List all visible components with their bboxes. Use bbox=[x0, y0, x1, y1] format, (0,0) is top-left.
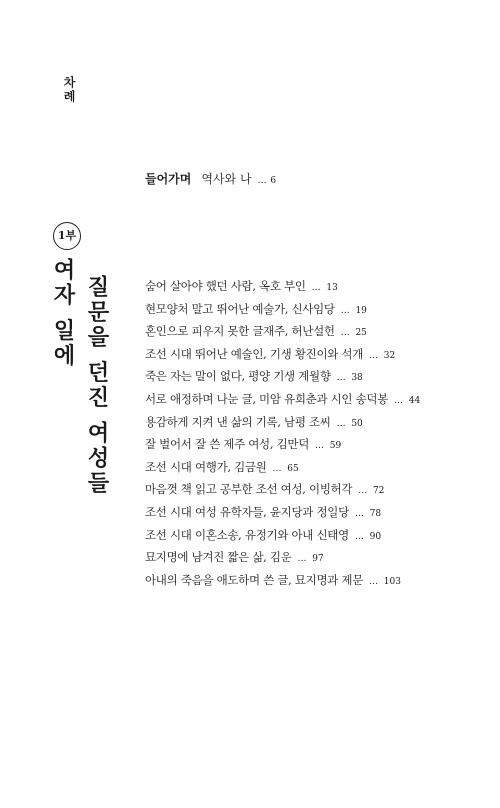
toc-entry[interactable] bbox=[145, 298, 420, 321]
toc-entry-title: 죽은 자는 말이 없다, 평양 기생 계월향 bbox=[145, 369, 331, 384]
toc-entry[interactable] bbox=[145, 365, 420, 388]
toc-entry-title: 현모양처 말고 뛰어난 예술가, 신사임당 bbox=[145, 301, 335, 316]
toc-heading: 차례 bbox=[62, 76, 76, 104]
leader-ellipsis: … bbox=[336, 373, 346, 384]
toc-entry[interactable] bbox=[145, 411, 420, 434]
toc-entry[interactable] bbox=[145, 456, 420, 479]
part-badge: 1부 bbox=[53, 222, 81, 250]
part-title-line-2: 질문을 던진 여성들 bbox=[84, 275, 110, 497]
part-title-line-1: 여자 일에 bbox=[50, 258, 76, 369]
toc-entry-page: 38 bbox=[351, 373, 363, 384]
leader-ellipsis: … bbox=[297, 554, 307, 565]
toc-entry-page: 44 bbox=[408, 395, 421, 406]
leader-ellipsis: … bbox=[354, 508, 364, 519]
toc-entry-page: 19 bbox=[355, 305, 367, 316]
toc-entry-title: 조선 시대 뛰어난 예술인, 기생 황진이와 석개 bbox=[145, 346, 364, 361]
toc-entry[interactable] bbox=[145, 524, 420, 547]
toc-entry-title: 서로 애정하며 나눈 글, 미암 유희춘과 시인 송덕봉 bbox=[145, 391, 389, 406]
toc-entry[interactable] bbox=[145, 478, 420, 501]
toc-entry-page: 72 bbox=[372, 486, 385, 497]
toc-entry-page: 32 bbox=[383, 350, 396, 361]
toc-entry-page: 50 bbox=[351, 418, 363, 429]
toc-entry[interactable] bbox=[145, 433, 420, 456]
toc-entry[interactable] bbox=[145, 320, 420, 343]
toc-entry-page: 103 bbox=[383, 576, 401, 587]
toc-entry-title: 용감하게 지켜 낸 삶의 기록, 남평 조씨 bbox=[145, 414, 331, 429]
leader-ellipsis: … bbox=[369, 576, 378, 587]
toc-entry-page: 97 bbox=[312, 554, 324, 565]
leader-ellipsis: … bbox=[257, 176, 267, 186]
toc-entry-title: 조선 시대 여성 유학자들, 윤지당과 정일당 bbox=[145, 504, 349, 519]
toc-entry-title: 조선 시대 여행가, 김금원 bbox=[145, 459, 267, 474]
toc-entry-title: 잘 벌어서 잘 쓴 제주 여성, 김만덕 bbox=[145, 437, 310, 452]
leader-ellipsis: … bbox=[311, 283, 321, 293]
toc-entry-page: 25 bbox=[355, 328, 367, 339]
toc-entry-title: 숨어 살아야 했던 사람, 옥호 부인 bbox=[145, 279, 306, 293]
toc-entry[interactable] bbox=[145, 569, 420, 592]
leader-ellipsis: … bbox=[369, 350, 378, 361]
toc-list bbox=[145, 275, 420, 591]
toc-entry-title: 묘지명에 남겨진 짧은 삶, 김운 bbox=[145, 550, 292, 565]
intro-page: 6 bbox=[270, 176, 277, 186]
toc-entry-page: 90 bbox=[369, 531, 382, 542]
toc-entry[interactable] bbox=[145, 275, 420, 298]
toc-entry-title: 아내의 죽음을 애도하며 쓴 글, 묘지명과 제문 bbox=[145, 572, 364, 587]
toc-entry-title: 마음껏 책 읽고 공부한 조선 여성, 이빙허각 bbox=[145, 482, 353, 497]
toc-entry-title: 조선 시대 이혼소송, 유정기와 아내 신태영 bbox=[145, 527, 349, 542]
intro-entry[interactable] bbox=[145, 170, 276, 187]
toc-entry[interactable] bbox=[145, 501, 420, 524]
toc-entry[interactable] bbox=[145, 388, 420, 411]
leader-ellipsis: … bbox=[336, 418, 346, 429]
leader-ellipsis: … bbox=[315, 441, 324, 452]
toc-entry-page: 13 bbox=[326, 283, 338, 293]
leader-ellipsis: … bbox=[340, 305, 350, 316]
toc-entry-page: 65 bbox=[287, 463, 299, 474]
toc-entry[interactable] bbox=[145, 546, 420, 569]
leader-ellipsis: … bbox=[394, 395, 403, 406]
intro-title: 역사와 나 bbox=[201, 172, 252, 186]
leader-ellipsis: … bbox=[354, 531, 364, 542]
toc-entry-title: 혼인으로 피우지 못한 글재주, 허난설헌 bbox=[145, 324, 335, 339]
leader-ellipsis: … bbox=[340, 328, 350, 339]
leader-ellipsis: … bbox=[272, 463, 282, 474]
toc-entry-page: 59 bbox=[329, 441, 342, 452]
toc-entry-page: 78 bbox=[369, 508, 382, 519]
toc-entry[interactable] bbox=[145, 343, 420, 366]
leader-ellipsis: … bbox=[358, 486, 367, 497]
intro-label: 들어가며 bbox=[145, 172, 192, 186]
